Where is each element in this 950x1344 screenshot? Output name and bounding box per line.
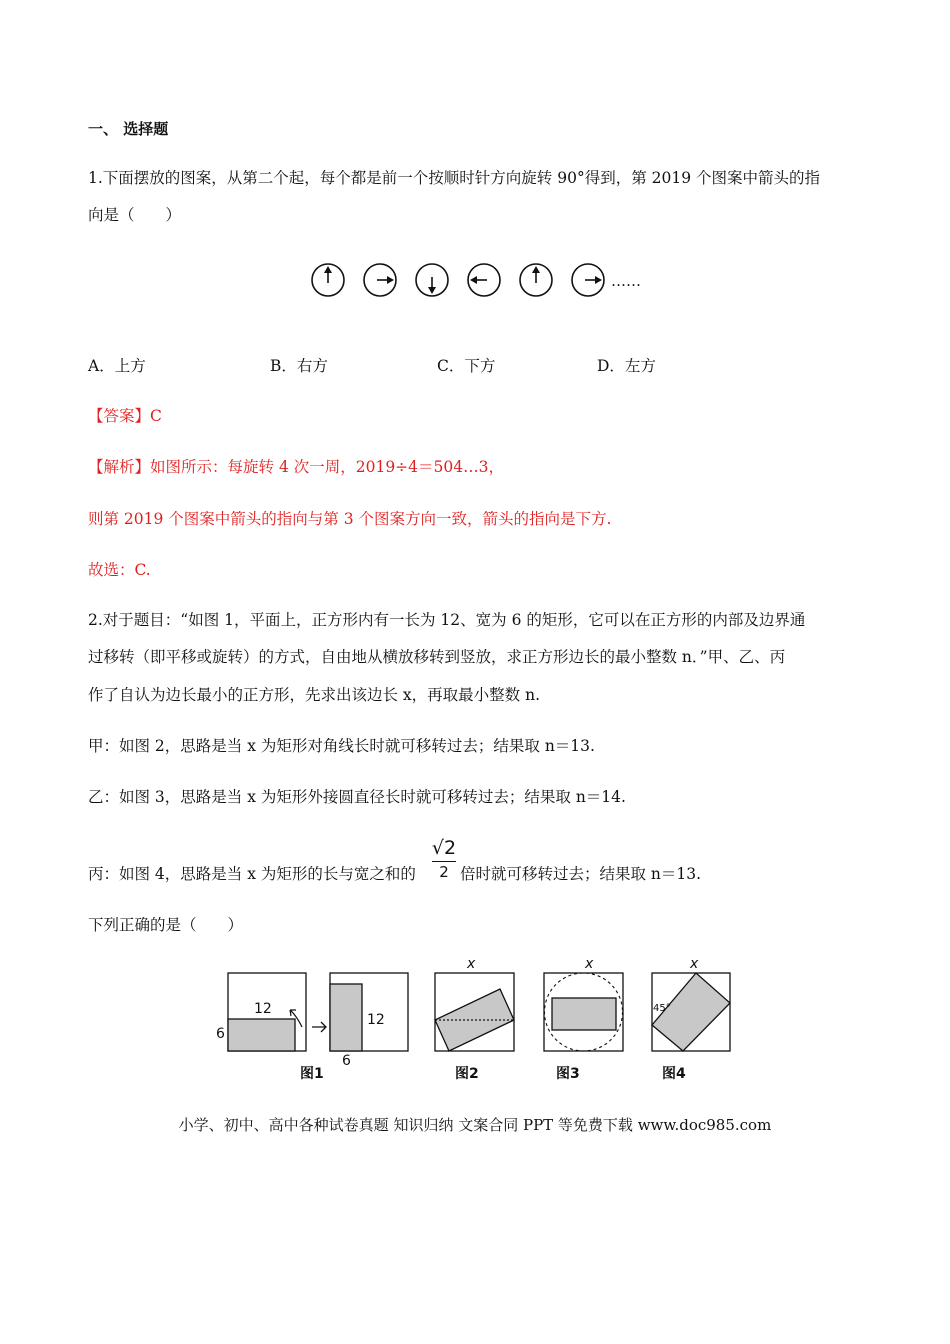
option-d: D．左方: [597, 357, 656, 375]
q2-text-line3: 作了自认为边长最小的正方形，先求出该边长 x，再取最小整数 n.: [88, 686, 541, 704]
arrow-circle-right: [364, 264, 396, 296]
option-c: C．下方: [437, 357, 496, 375]
q2-jia: 甲：如图 2，思路是当 x 为矩形对角线长时就可移转过去；结果取 n＝13.: [88, 737, 595, 755]
fig1-caption: 图1: [300, 1066, 324, 1082]
figure-1: [216, 973, 408, 1082]
analysis-text: 如图所示：每旋转 4 次一周，2019÷4＝504…3，: [150, 458, 504, 476]
q2-text-line1: 2.对于题目：“如图 1，平面上，正方形内有一长为 12、宽为 6 的矩形，它可以在正方形的内部及边界通: [88, 611, 806, 629]
q2-yi: 乙：如图 3，思路是当 x 为矩形外接圆直径长时就可移转过去；结果取 n＝14.: [88, 788, 626, 806]
q1-options: [88, 354, 788, 376]
q2-question: 下列正确的是（ ）: [88, 916, 244, 934]
fig4-angle-label: 45°: [653, 1003, 671, 1014]
fraction-sqrt2-over-2: [428, 836, 460, 882]
q1-analysis-line1: [88, 456, 504, 478]
q1-arrow-figure: [305, 258, 665, 302]
figure-4: [652, 956, 730, 1082]
fig3-x-label: x: [585, 956, 594, 972]
analysis-label: 【解析】: [88, 458, 151, 476]
ellipsis-text: ……: [611, 272, 641, 290]
arrow-circle-right: [572, 264, 604, 296]
option-a: A．上方: [88, 357, 146, 375]
q2-figures: [210, 955, 750, 1085]
arrow-up-icon: [324, 266, 332, 283]
q1-analysis-line2: 则第 2019 个图案中箭头的指向与第 3 个图案方向一致，箭头的指向是下方.: [88, 510, 612, 528]
fig4-caption: 图4: [662, 1066, 686, 1082]
fig1-vertical-length-label: 12: [367, 1012, 385, 1028]
q1-text-line2: 向是（ ）: [88, 206, 182, 224]
move-arrow-icon: [312, 1022, 326, 1032]
fig1-width-label: 6: [216, 1026, 225, 1042]
fig1-vertical-width-label: 6: [342, 1053, 351, 1069]
option-b: B．右方: [270, 357, 328, 375]
arrow-circle-left: [468, 264, 500, 296]
arrow-right-icon: [377, 276, 394, 284]
fig2-caption: 图2: [455, 1066, 479, 1082]
arrow-circle-up: [312, 264, 344, 296]
figure-3: [544, 956, 623, 1082]
fraction-denominator: 2: [439, 863, 449, 881]
page-footer: 小学、初中、高中各种试卷真题 知识归纳 文案合同 PPT 等免费下载 www.doc985.com: [178, 1116, 772, 1134]
fig1-length-label: 12: [254, 1001, 272, 1017]
q1-text-line1: 1.下面摆放的图案，从第二个起，每个都是前一个按顺时针方向旋转 90°得到，第 2019 个图案中箭头的指: [88, 169, 820, 187]
section-title: 一、 选择题: [88, 120, 169, 138]
q2-bing-post: 倍时就可移转过去；结果取 n＝13.: [460, 865, 702, 883]
fig4-x-label: x: [690, 956, 699, 972]
fraction-numerator: √2: [431, 837, 457, 859]
arrow-circle-down: [416, 264, 448, 296]
arrow-down-icon: [428, 277, 436, 294]
arrow-up-icon: [532, 266, 540, 283]
q1-analysis-line3: 故选：C.: [88, 561, 151, 579]
arrow-circle-up: [520, 264, 552, 296]
q2-bing-pre: 丙：如图 4，思路是当 x 为矩形的长与宽之和的: [88, 865, 416, 883]
q2-text-line2: 过移转（即平移或旋转）的方式，自由地从横放移转到竖放，求正方形边长的最小整数 n．”甲、乙、丙: [88, 648, 786, 666]
figure-2: [435, 956, 514, 1082]
fig2-x-label: x: [467, 956, 476, 972]
arrow-right-icon: [585, 276, 602, 284]
q1-answer: 【答案】C: [88, 407, 162, 425]
arrow-left-icon: [470, 276, 487, 284]
fig3-caption: 图3: [556, 1066, 580, 1082]
